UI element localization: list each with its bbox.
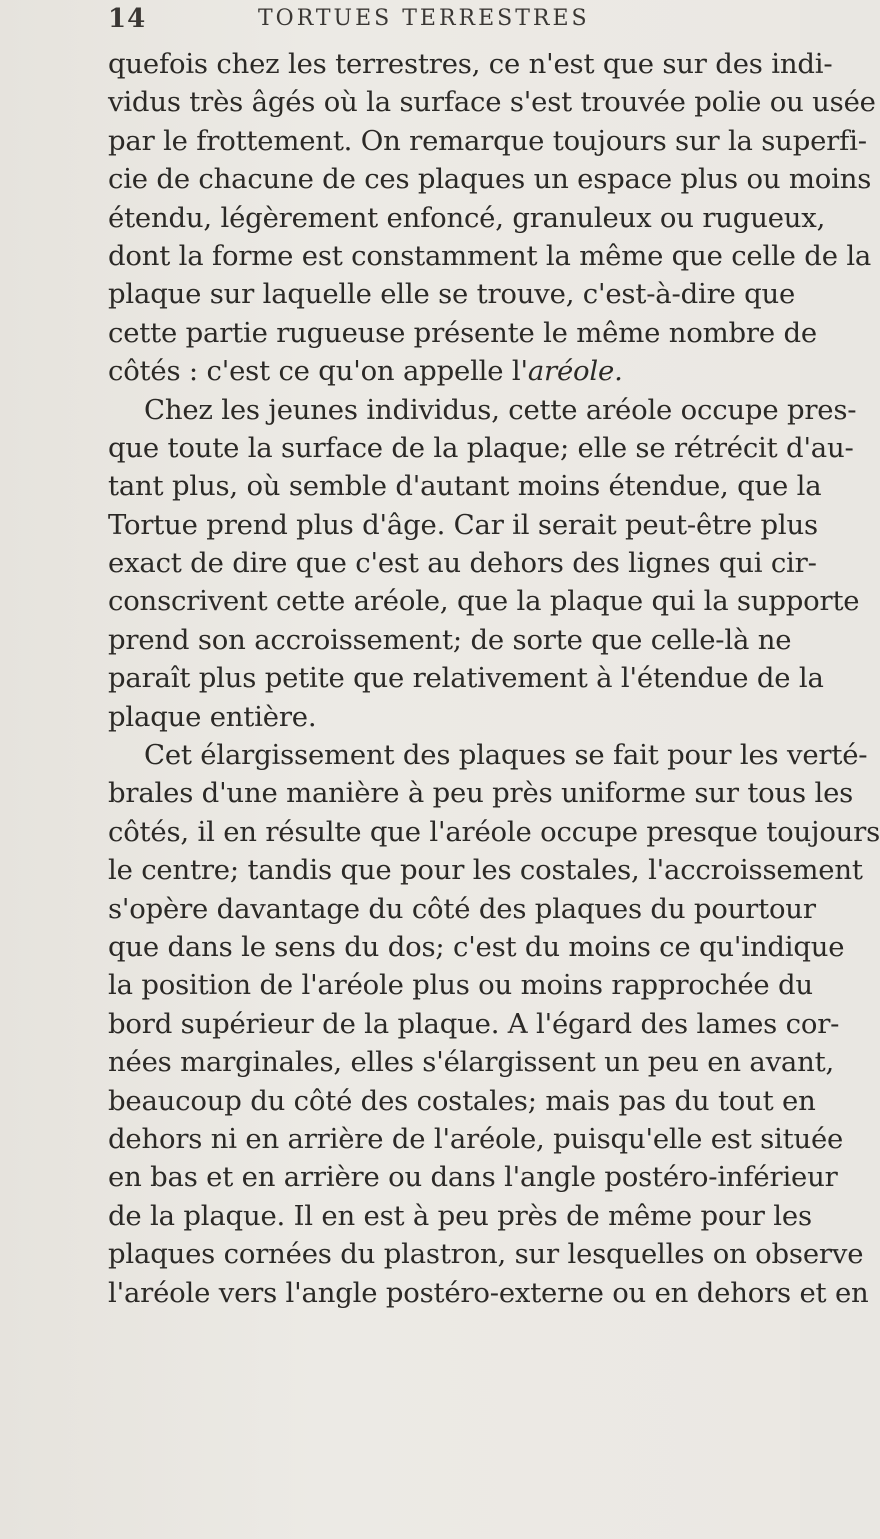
text-line: cie de chacune de ces plaques un espace plus ou moins bbox=[108, 163, 872, 196]
text-line: s'opère davantage du côté des plaques du pourtour bbox=[108, 892, 816, 925]
text-line: brales d'une manière à peu près uniforme sur tous les bbox=[108, 777, 854, 810]
running-title: TORTUES TERRESTRES bbox=[258, 6, 590, 31]
body-text bbox=[108, 45, 880, 1312]
text-line: quefois chez les terrestres, ce n'est que sur des indi- bbox=[108, 48, 833, 80]
text-line: cette partie rugueuse présente le même nombre de bbox=[108, 316, 817, 349]
text-line: en bas et en arrière ou dans l'angle postéro-inférieur bbox=[108, 1161, 838, 1194]
text-line: prend son accroissement; de sorte que celle-là ne bbox=[108, 623, 792, 656]
text-line: plaque entière. bbox=[108, 700, 317, 733]
text-line: côtés, il en résulte que l'aréole occupe presque toujours bbox=[108, 815, 880, 848]
page-number: 14 bbox=[108, 4, 147, 34]
text-fragment: côtés : c'est ce qu'on appelle l' bbox=[108, 355, 528, 388]
text-line: Chez les jeunes individus, cette aréole occupe pres- bbox=[144, 393, 857, 426]
text-line: dont la forme est constamment la même que celle de la bbox=[108, 239, 872, 272]
text-line: le centre; tandis que pour les costales, l'accroissement bbox=[108, 854, 863, 887]
text-line: l'aréole vers l'angle postéro-externe ou en dehors et en bbox=[108, 1276, 869, 1309]
text-line: plaque sur laquelle elle se trouve, c'est-à-dire que bbox=[108, 278, 796, 311]
text-line bbox=[108, 352, 760, 390]
text-line: conscrivent cette aréole, que la plaque qui la supporte bbox=[108, 585, 860, 618]
text-line: la position de l'aréole plus ou moins rapprochée du bbox=[108, 969, 813, 1002]
text-line: vidus très âgés où la surface s'est trouvée polie ou usée bbox=[108, 86, 876, 119]
running-head bbox=[108, 4, 760, 38]
text-line: exact de dire que c'est au dehors des lignes qui cir- bbox=[108, 547, 817, 580]
text-line: Cet élargissement des plaques se fait pour les verté- bbox=[144, 739, 868, 772]
text-line: nées marginales, elles s'élargissent un peu en avant, bbox=[108, 1046, 835, 1079]
italic-term: aréole. bbox=[527, 355, 623, 388]
text-line: que dans le sens du dos; c'est du moins ce qu'indique bbox=[108, 930, 845, 963]
text-line: de la plaque. Il en est à peu près de même pour les bbox=[108, 1199, 812, 1232]
text-line: étendu, légèrement enfoncé, granuleux ou rugueux, bbox=[108, 201, 826, 234]
text-line: que toute la surface de la plaque; elle se rétrécit d'au- bbox=[108, 431, 854, 464]
text-line: beaucoup du côté des costales; mais pas du tout en bbox=[108, 1084, 816, 1117]
text-line: Tortue prend plus d'âge. Car il serait peut-être plus bbox=[108, 508, 818, 541]
text-line: dehors ni en arrière de l'aréole, puisqu'elle est située bbox=[108, 1122, 844, 1155]
text-line: bord supérieur de la plaque. A l'égard des lames cor- bbox=[108, 1007, 840, 1040]
text-line: plaques cornées du plastron, sur lesquelles on observe bbox=[108, 1238, 864, 1271]
text-line: tant plus, où semble d'autant moins étendue, que la bbox=[108, 470, 822, 503]
text-line: paraît plus petite que relativement à l'étendue de la bbox=[108, 662, 824, 695]
text-line: par le frottement. On remarque toujours sur la superfi- bbox=[108, 124, 867, 157]
